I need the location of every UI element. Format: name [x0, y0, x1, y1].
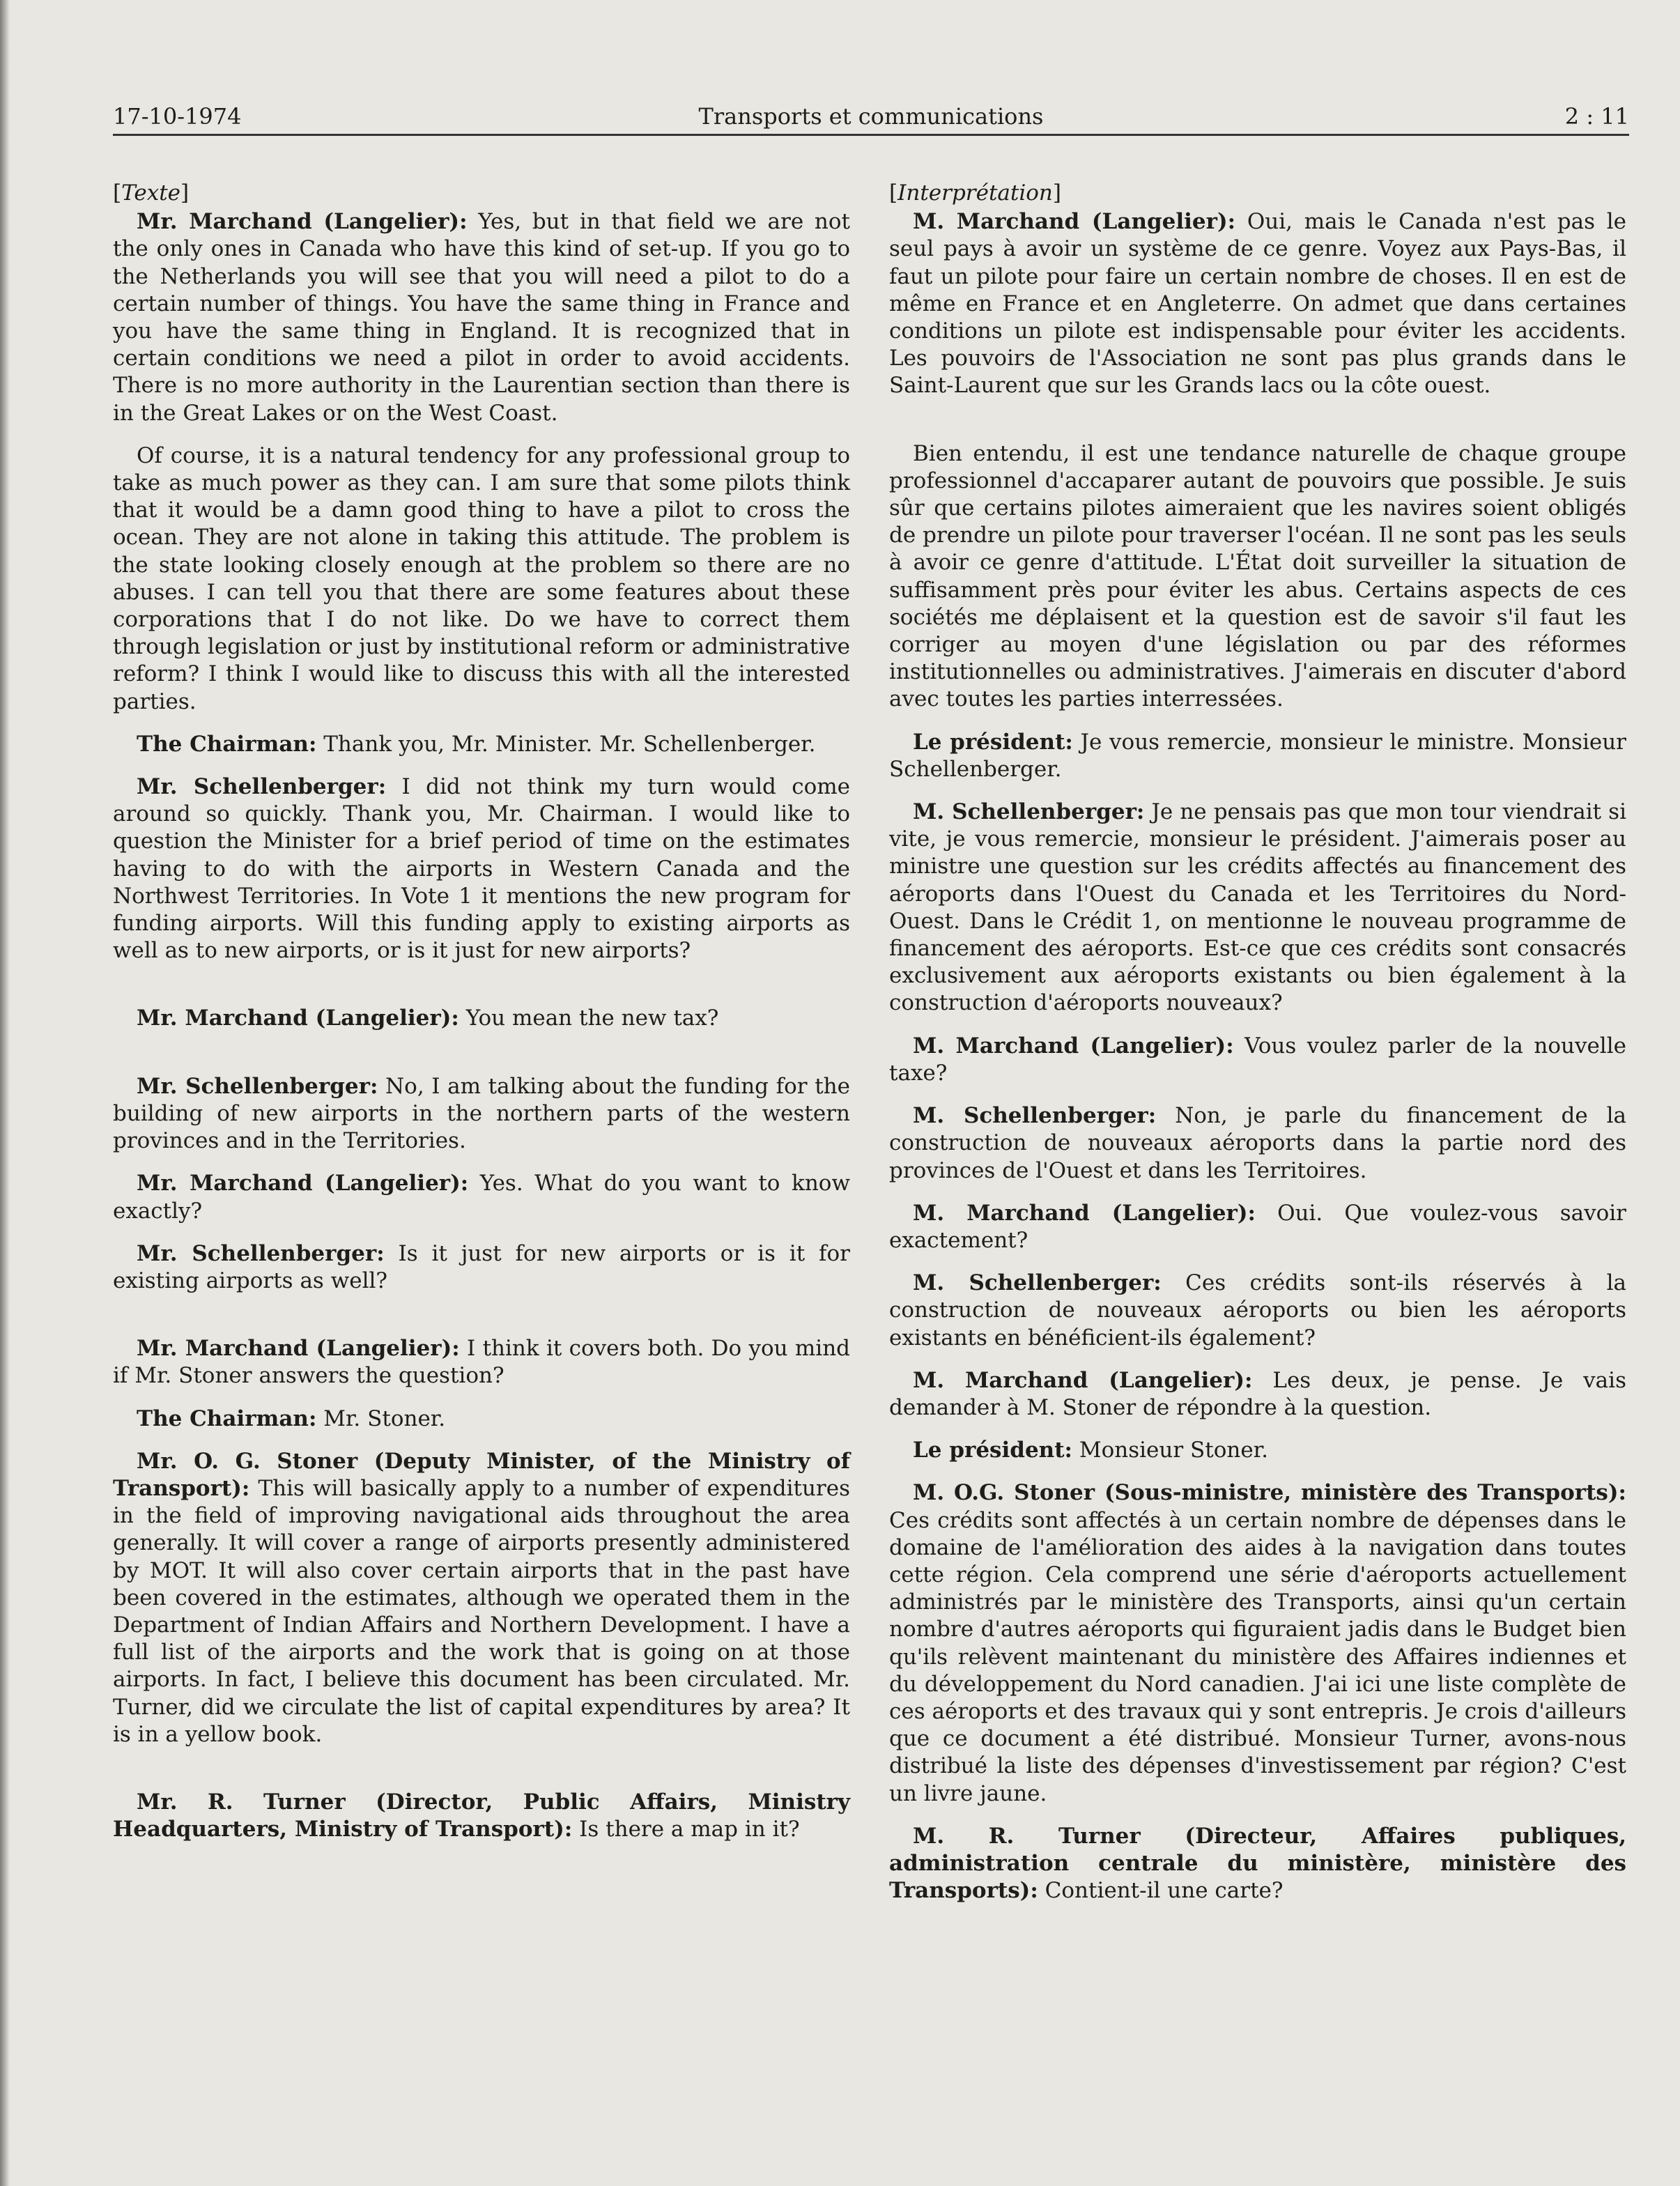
paragraph: [889, 1270, 1626, 1352]
speaker: M. Marchand (Langelier):: [913, 1033, 1234, 1059]
speaker: M. Marchand (Langelier):: [913, 209, 1236, 235]
speech: Les deux, je pense. Je vais demander à M. Stoner de répondre à la question.: [889, 1367, 1626, 1420]
speech: I think it covers both. Do you mind if Mr. Stoner answers the question?: [113, 1336, 850, 1389]
speech: Oui. Que voulez-vous savoir exactement?: [889, 1200, 1626, 1253]
speaker: Mr. Marchand (Langelier):: [137, 209, 468, 235]
speech: No, I am talking about the funding for the building of new airports in the northern parts of the western provinces and in the Territories.: [113, 1073, 850, 1154]
speech: Ces crédits sont affectés à un certain nombre de dépenses dans le domaine de l'amélioration des aides à la navigation dans toutes cette région. Cela comprend une série d'aéroports actuellement administrés par le ministère des Transports, ainsi qu'un certain nombre d'autres aéroports qui figuraient jadis dans le Budget bien qu'ils relèvent maintenant du ministère des Affaires indiennes et du développement du Nord canadien. J'ai ici une liste complète de ces aéroports et des travaux qui y sont entrepris. Je crois d'ailleurs que ce document a été distribué. Monsieur Turner, avons-nous distribué la liste des dépenses d'investissement par région? C'est un livre jaune.: [889, 1507, 1626, 1806]
paragraph: [113, 1406, 850, 1433]
speech: Of course, it is a natural tendency for any professional group to take as much power as they can. I am sure that some pilots think that it would be a damn good thing to have a pilot to cross the ocean. They are not alone in taking this attitude. The problem is the state looking closely enough at the problem so there are no abuses. I can tell you that there are some features about these corporations that I do not like. Do we have to correct them through legislation or just by institutional reform or administrative reform? I think I would like to discuss this with all the interested parties.: [113, 442, 850, 714]
speaker: Mr. Schellenberger:: [137, 774, 387, 800]
paragraph: [113, 442, 850, 716]
speech: Vous voulez parler de la nouvelle taxe?: [889, 1033, 1626, 1086]
speech: Mr. Stoner.: [316, 1406, 446, 1431]
speaker: Mr. Schellenberger:: [137, 1073, 378, 1099]
paragraph: [889, 1102, 1626, 1185]
paragraph: [113, 1789, 850, 1843]
speaker: Le président:: [913, 729, 1073, 755]
speaker: Mr. Marchand (Langelier):: [137, 1006, 459, 1031]
speech: Oui, mais le Canada n'est pas le seul pays à avoir un système de ce genre. Voyez aux Pays-Bas, il faut un pilote pour faire un certain nombre de choses. Il en est de même en France et en Angleterre. On admet que dans certaines conditions un pilote est indispensable pour éviter les accidents. Les pouvoirs de l'Association ne sont pas plus grands dans le Saint-Laurent que sur les Grands lacs ou la côte ouest.: [889, 209, 1626, 399]
page-header: [113, 103, 1629, 136]
paragraph: [889, 1200, 1626, 1254]
speech: Je ne pensais pas que mon tour viendrait si vite, je vous remercie, monsieur le président. J'aimerais poser au ministre une question sur les crédits affectés au financement des aéroports dans l'Ouest du Canada et les Territoires du Nord-Ouest. Dans le Crédit 1, on mentionne le nouveau programme de financement des aéroports. Est-ce que ces crédits sont consacrés exclusivement aux aéroports existants ou bien également à la construction d'aéroports nouveaux?: [889, 799, 1626, 1016]
column-tag: [Texte]: [113, 180, 190, 206]
speech: Monsieur Stoner.: [1072, 1438, 1268, 1463]
speech: Je vous remercie, monsieur le ministre. Monsieur Schellenberger.: [889, 729, 1626, 782]
column-tag: [Interprétation]: [889, 180, 1062, 206]
speech: Non, je parle du financement de la construction de nouveaux aéroports dans la partie nord des provinces de l'Ouest et dans les Territoires.: [889, 1103, 1626, 1183]
scan-edge-shadow: [0, 0, 10, 2186]
header-page-number: 2 : 11: [1564, 103, 1629, 130]
paragraph: [889, 1367, 1626, 1422]
paragraph: [113, 208, 850, 427]
paragraph: [113, 773, 850, 964]
french-column: [889, 180, 1626, 1920]
speaker: The Chairman:: [137, 1406, 317, 1431]
paragraph: [113, 1073, 850, 1155]
speaker: M. O.G. Stoner (Sous-ministre, ministère des Transports):: [913, 1480, 1626, 1506]
speech: Yes, but in that field we are not the only ones in Canada who have this kind of set-up. If you go to the Netherlands you will see that you will need a pilot to do a certain number of things. You have the same thing in France and you have the same thing in England. It is recognized that in certain conditions we need a pilot in order to avoid accidents. There is no more authority in the Laurentian section than there is in the Great Lakes or on the West Coast.: [113, 209, 850, 426]
paragraph: [889, 799, 1626, 1017]
paragraph: [113, 731, 850, 758]
speaker: Mr. Marchand (Langelier):: [137, 1336, 460, 1362]
speech: Bien entendu, il est une tendance naturelle de chaque groupe professionnel d'accaparer autant de pouvoirs que possible. Je suis sûr que certains pilotes aimeraient que les navires soient obligés de prendre un pilote pour traverser l'océan. Il ne sont pas les seuls à avoir ce genre d'attitude. L'État doit surveiller la situation de suffisamment près pour éviter les abus. Certains aspects de ces sociétés me déplaisent et la question est de savoir s'il faut les corriger au moyen d'une législation ou par des réformes institutionnelles ou administratives. J'aimerais en discuter d'abord avec toutes les parties interressées.: [889, 440, 1626, 712]
paragraph: [889, 1823, 1626, 1905]
speaker: Mr. Schellenberger:: [137, 1240, 385, 1266]
paragraph: [889, 208, 1626, 399]
paragraph: [113, 1170, 850, 1224]
paragraph: [113, 1448, 850, 1748]
speech: You mean the new tax?: [458, 1006, 719, 1031]
paragraph: [889, 729, 1626, 783]
speaker: M. Marchand (Langelier):: [913, 1367, 1253, 1393]
speech: Yes. What do you want to know exactly?: [113, 1171, 850, 1224]
speech: Is it just for new airports or is it for existing airports as well?: [113, 1240, 850, 1293]
speaker: M. Schellenberger:: [913, 1103, 1157, 1129]
speech: Thank you, Mr. Minister. Mr. Schellenberger.: [316, 731, 816, 757]
speech: Contient-il une carte?: [1038, 1878, 1284, 1904]
speech: Is there a map in it?: [572, 1817, 800, 1842]
paragraph: [889, 1033, 1626, 1087]
speaker: Le président:: [913, 1438, 1072, 1463]
speaker: Mr. Marchand (Langelier):: [137, 1171, 469, 1196]
speaker: The Chairman:: [137, 731, 317, 757]
paragraph: [113, 1240, 850, 1295]
paragraph: [113, 1335, 850, 1390]
speech: I did not think my turn would come around so quickly. Thank you, Mr. Chairman. I would like to question the Minister for a brief period of time on the estimates having to do with the airports in Western Canada and the Northwest Territories. In Vote 1 it mentions the new program for funding airports. Will this funding apply to existing airports as well as to new airports, or is it just for new airports?: [113, 774, 850, 964]
english-column: [113, 180, 850, 1858]
speaker: Mr. R. Turner (Director, Public Affairs, Ministry Headquarters, Ministry of Transport):: [113, 1789, 850, 1842]
speaker: M. Schellenberger:: [913, 1270, 1162, 1296]
paragraph: [113, 1005, 850, 1032]
speaker: M. R. Turner (Directeur, Affaires publiques, administration centrale du ministère, ministère des Transports):: [889, 1823, 1626, 1904]
paragraph: [889, 1437, 1626, 1464]
speaker: Mr. O. G. Stoner (Deputy Minister, of the Ministry of Transport):: [113, 1448, 850, 1501]
header-title: Transports et communications: [698, 103, 1044, 130]
speech: This will basically apply to a number of expenditures in the field of improving navigational aids throughout the area generally. It will cover a range of airports presently administered by MOT. It will also cover certain airports that in the past have been covered in the estimates, although we operated them in the Department of Indian Affairs and Northern Development. I have a full list of the airports and the work that is going on at those airports. In fact, I believe this document has been circulated. Mr. Turner, did we circulate the list of capital expenditures by area? It is in a yellow book.: [113, 1475, 850, 1747]
speech: Ces crédits sont-ils réservés à la construction de nouveaux aéroports ou bien les aéroports existants en bénéficient-ils également?: [889, 1270, 1626, 1350]
speaker: M. Schellenberger:: [913, 799, 1145, 825]
paragraph: [889, 1479, 1626, 1807]
header-date: 17-10-1974: [113, 103, 242, 130]
paragraph: [889, 440, 1626, 714]
speaker: M. Marchand (Langelier):: [913, 1200, 1256, 1226]
